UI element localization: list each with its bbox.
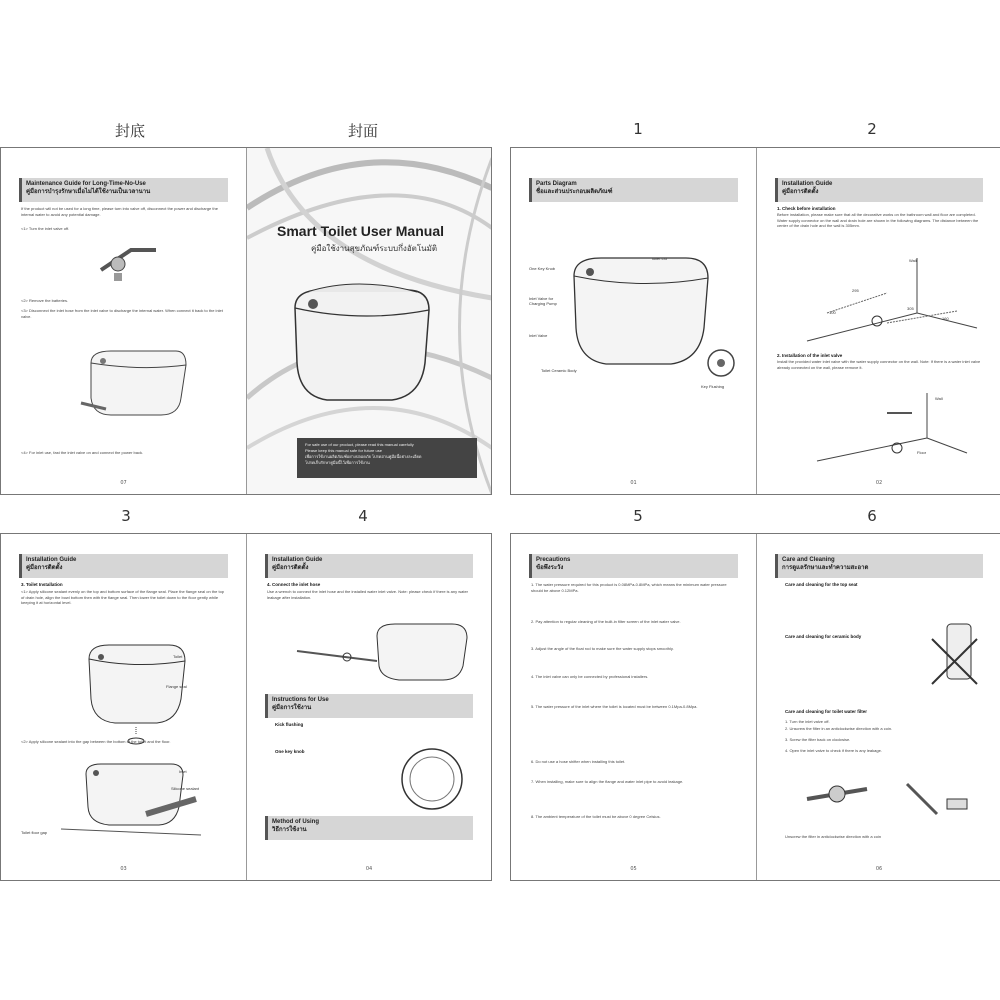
p5-header: Precautions ข้อพึงระวัง: [529, 554, 738, 578]
back-cover-page: [1, 148, 246, 494]
inlet-valve-wall-diagram: [817, 393, 967, 463]
dim-100: 100: [829, 310, 836, 315]
p2-section2-title: 2. Installation of the inlet valve: [777, 353, 843, 358]
dim-160: 160: [942, 316, 949, 321]
cover-bullet: โปรดเก็บรักษาคู่มือนี้ไว้เพื่อการใช้งาน: [305, 460, 370, 465]
floor-label: Floor: [917, 450, 927, 455]
spread-covers: [0, 147, 492, 495]
label-key-flushing: Key Flushing: [701, 384, 725, 389]
spread-pages-3-4: [0, 533, 492, 881]
cover-bullet-band: [297, 438, 477, 478]
p6-header: Care and Cleaning การดูแลรักษาและทำความสะอาด: [775, 554, 983, 578]
cover-bullet: เพื่อการใช้งานผลิตภัณฑ์อย่างปลอดภัย โปรดอ่านคู่มือนี้อย่างละเอียด: [305, 454, 422, 459]
p4-header-2: Instructions for Use คู่มือการใช้งาน: [265, 694, 473, 718]
page-3: [1, 534, 246, 880]
label-page-6: 6: [867, 507, 877, 525]
spread-pages-1-2: [510, 147, 1000, 495]
back-header: Maintenance Guide for Long-Time-No-Use คู่มือการบำรุงรักษาเมื่อไม่ได้ใช้งานเป็นเวลานาน: [19, 178, 228, 202]
label-inlet: Inlet: [179, 769, 187, 774]
p4-page-number: 04: [365, 866, 373, 872]
page-1: [511, 148, 756, 494]
toilet-side-illustration: [81, 343, 191, 423]
p4-header: Installation Guide คู่มือการติดตั้ง: [265, 554, 473, 578]
front-cover-page: [246, 148, 491, 494]
label-back-cover: 封底: [114, 122, 145, 140]
wall-label-2: Wall: [935, 396, 943, 401]
filter-step: 1. Turn the inlet valve off.: [785, 719, 830, 724]
p4-header-3: Method of Using วิธีการใช้งาน: [265, 816, 473, 840]
cover-toilet-illustration: [287, 278, 437, 413]
label-ceramic-body: Toilet Ceramic Body: [541, 368, 577, 373]
label-front-cover: 封面: [347, 122, 378, 140]
precaution-item: 8. The ambient temperature of the toilet must be above 0 degree Celsius.: [531, 814, 661, 819]
cover-bullet: Please keep this manual safe for future use: [305, 448, 382, 453]
p4-section4-text: Use a wrench to connect the inlet hose and the installed water inlet valve. Note: please check if there is any water leakage after installation.: [267, 589, 468, 600]
seat-ring-illustration: [397, 744, 467, 814]
label-page-3: 3: [121, 507, 131, 525]
cover-bullet: For safe use of our product, please read this manual carefully: [305, 442, 414, 447]
page-6: [756, 534, 1000, 880]
p3-section3-title: 3. Toilet Installation: [21, 582, 63, 587]
label-one-key-knob: One Key Knob: [529, 266, 556, 271]
label-page-2: 2: [867, 120, 877, 138]
label-toilet-floor-gap: Toilet floor gap: [21, 830, 48, 835]
filter-illustration: [797, 769, 977, 829]
wall-dimension-diagram: [797, 253, 987, 343]
wall-label: Wall: [909, 258, 917, 263]
precaution-item: 2. Pay attention to regular cleaning of the built-in filter screen of the inlet water valve.: [531, 619, 681, 624]
label-flange-seal: Flange seal: [166, 684, 187, 689]
label-page-5: 5: [633, 507, 643, 525]
p2-page-number: 02: [875, 480, 883, 486]
filter-step: 2. Unscrew the filter in an anticlockwise direction with a coin.: [785, 726, 893, 731]
p4-section4-title: 4. Connect the inlet hose: [267, 582, 321, 587]
back-step2: <2> Remove the batteries.: [21, 298, 69, 303]
p3-page-number: 03: [120, 866, 127, 872]
filter-step: 3. Screw the filter back on clockwise.: [785, 737, 851, 742]
p2-section1-text: Before installation, please make sure that all the decorative works on the bathroom wall and floor are completed. Water supply connector on the wall and drain hole are shown in the following diagrams. The distance between the center of the drain hole and the wall is 305mm.: [777, 212, 979, 228]
precaution-item: 7. When installing, make sure to align the flange and water inlet pipe to avoid leakage.: [531, 779, 684, 784]
page-4: [246, 534, 491, 880]
precaution-item: 5. The water pressure of the inlet where the toilet is located must be between 0.1Mpa-0.8Mpa.: [531, 704, 698, 709]
p1-header: Parts Diagram ชื่อและส่วนประกอบผลิตภัณฑ์: [529, 178, 738, 202]
precaution-item: 1. The water pressure required for this product is 0.08MPa-0.8MPa, which means the minimum water pressure should be above 0.12MPa.: [531, 582, 727, 593]
label-page-1: 1: [633, 120, 643, 138]
back-step3: <3> Disconnect the inlet hose from the inlet valve to discharge the internal water. When connect it back to the inlet valve.: [21, 308, 223, 319]
p6-section2: Care and cleaning for ceramic body: [785, 634, 862, 639]
filter-footnote: Unscrew the filter in anticlockwise direction with a coin: [785, 834, 882, 839]
p2-header: Installation Guide คู่มือการติดตั้ง: [775, 178, 983, 202]
p4-one-key-knob: One key knob: [275, 749, 305, 754]
p4-kick-flushing: Kick flushing: [275, 722, 304, 727]
inlet-hose-illustration: [287, 616, 477, 686]
cleaning-products-illustration: [927, 619, 982, 689]
precaution-item: 4. The inlet valve can only be connected by professional installers.: [531, 674, 649, 679]
p6-section1: Care and cleaning for the top seat: [785, 582, 858, 587]
p5-page-number: 05: [630, 866, 637, 872]
p2-section2-text: Install the provided water inlet valve with the water supply connector on the wall. Note: If there is a water inlet valve already connected on the wall, please remove it.: [777, 359, 981, 370]
cover-subtitle: คู่มือใช้งานสุขภัณฑ์ระบบกึ่งอัตโนมัติ: [311, 244, 438, 253]
label-silicone-sealant: Silicone sealant: [171, 786, 200, 791]
spread-pages-5-6: [510, 533, 1000, 881]
back-page-number: 07: [120, 480, 127, 486]
back-intro: If the product will not be used for a long time, please turn into valve off, disconnect the power and discharge the internal water to avoid any potential damage.: [21, 206, 218, 217]
cover-title: Smart Toilet User Manual: [277, 223, 445, 239]
valve-illustration: [96, 240, 166, 285]
parts-diagram-toilet: [566, 248, 716, 378]
label-toilet-lid: Toilet Lid: [651, 256, 667, 261]
back-step4: <4> For inlet use, fast the inlet valve on and connect the power back.: [21, 450, 144, 455]
label-inlet-valve: Inlet Valve: [529, 333, 548, 338]
filter-step: 4. Open the inlet valve to check if there is any leakage.: [785, 748, 882, 753]
precaution-item: 6. Do not use a hose shifter when installing this toilet.: [531, 759, 626, 764]
page-2: [756, 148, 1000, 494]
label-inlet-valve-pump: Inlet Valve for Charging Pump: [529, 296, 557, 306]
back-step1: <1> Turn the inlet valve off.: [21, 226, 70, 231]
dim-305: 305: [907, 306, 914, 311]
precaution-item: 3. Adjust the angle of the float rod to make sure the water supply stops smoothly.: [531, 646, 674, 651]
p1-page-number: 01: [630, 480, 637, 486]
p6-section3: Care and cleaning for toilet water filter: [785, 709, 868, 714]
p3-header: Installation Guide คู่มือการติดตั้ง: [19, 554, 228, 578]
label-toilet: Toilet: [173, 654, 183, 659]
p3-step2: <2> Apply silicone sealant into the gap between the bottom of the toilet and the floor.: [21, 739, 171, 744]
label-page-4: 4: [358, 507, 368, 525]
page-5: [511, 534, 756, 880]
p2-section1-title: 1. Check before installation: [777, 206, 836, 211]
dim-295: 295: [852, 288, 859, 293]
p3-section3-text: <1> Apply silicone sealant evenly on the top and bottom surface of the flange seal. Place the flange seal on the top of drain hole, align the bowl bottom then with the flange seal. Then lower the toilet down to the floor gently while keeping it at horizontal level.: [21, 589, 225, 605]
p6-page-number: 06: [875, 866, 883, 872]
key-flushing-illustration: [706, 348, 736, 378]
